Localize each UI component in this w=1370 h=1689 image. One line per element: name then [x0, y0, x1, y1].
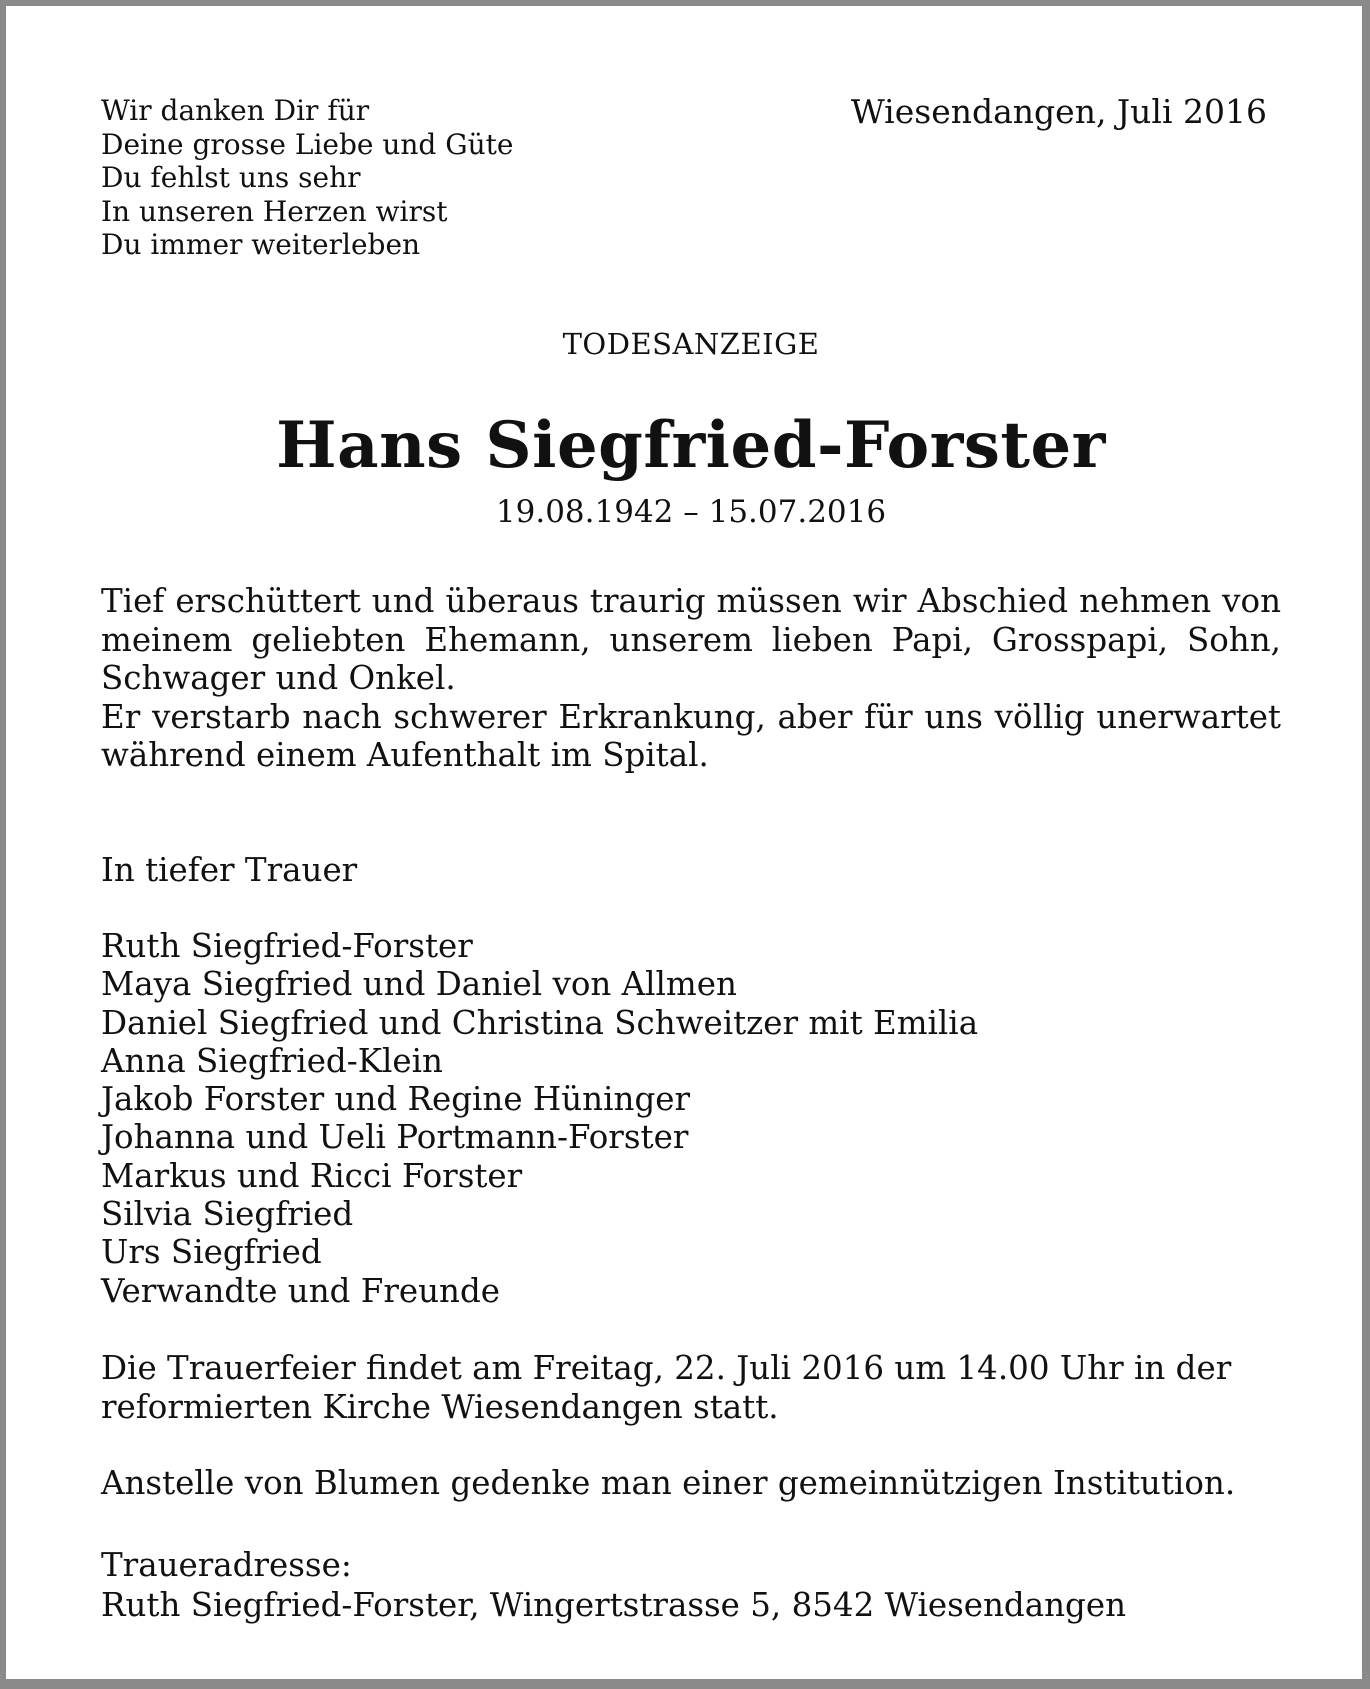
mourner: Anna Siegfried-Klein: [101, 1041, 443, 1080]
mourner: Ruth Siegfried-Forster: [101, 927, 473, 965]
mourner: Markus und Ricci Forster: [101, 1156, 523, 1195]
mourning-address: [101, 1546, 1126, 1625]
address-line: Ruth Siegfried-Forster, Wingertstrasse 5, 8542 Wiesendangen: [101, 1585, 1127, 1624]
address-label: Traueradresse:: [101, 1546, 352, 1584]
intro-paragraph: Er verstarb nach schwerer Erkrankung, aber für uns völlig unerwartet während einem Aufenthalt im Spital.: [101, 697, 1281, 774]
mourner: Maya Siegfried und Daniel von Allmen: [101, 965, 737, 1004]
intro-paragraph: Tief erschüttert und überaus traurig müssen wir Abschied nehmen von meinem geliebten Ehemann, unserem lieben Papi, Grosspapi, Sohn, Schwager und Onkel.: [101, 582, 1281, 697]
mourner: Silvia Siegfried: [101, 1195, 354, 1234]
mourner: Daniel Siegfried und Christina Schweitzer mit Emilia: [101, 1003, 979, 1042]
life-dates: 19.08.1942 – 15.07.2016: [495, 494, 887, 530]
poem-line: Du fehlst uns sehr: [101, 161, 361, 194]
poem-line: Deine grosse Liebe und Güte: [101, 127, 514, 161]
intro-text: [101, 582, 1281, 775]
flowers-note: Anstelle von Blumen gedenke man einer gemeinnützigen Institution.: [101, 1464, 1236, 1502]
mourner: Johanna und Ueli Portmann-Forster: [101, 1118, 689, 1157]
service-info: Die Trauerfeier findet am Freitag, 22. Juli 2016 um 14.00 Uhr in der reformierten Kirche Wiesendangen statt.: [101, 1349, 1232, 1426]
place-date: Wiesendangen, Juli 2016: [850, 92, 1267, 131]
poem: [101, 94, 513, 262]
mourners-list: [101, 927, 978, 1310]
notice-label: TODESANZEIGE: [562, 327, 820, 361]
poem-line: Wir danken Dir für: [101, 94, 370, 127]
mourner: Verwandte und Freunde: [101, 1271, 501, 1310]
mourner: Urs Siegfried: [101, 1233, 322, 1272]
mourner: Jakob Forster und Regine Hüninger: [101, 1080, 691, 1119]
mourning-heading: In tiefer Trauer: [101, 851, 358, 889]
deceased-name: Hans Siegfried-Forster: [276, 408, 1106, 483]
poem-line: Du immer weiterleben: [101, 228, 421, 261]
poem-line: In unseren Herzen wirst: [101, 194, 448, 228]
